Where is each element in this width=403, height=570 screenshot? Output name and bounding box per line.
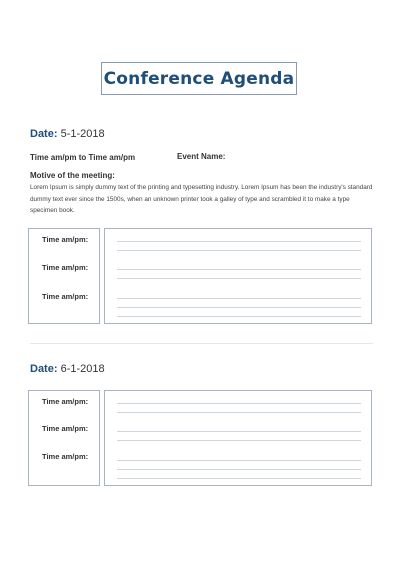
writing-line[interactable] <box>117 307 361 308</box>
writing-line[interactable] <box>117 440 361 441</box>
title-box <box>101 62 297 95</box>
date-row-2 <box>30 363 105 375</box>
writing-line[interactable] <box>117 250 361 251</box>
writing-line[interactable] <box>117 431 361 432</box>
date-value: 6-1-2018 <box>60 363 105 375</box>
time-column <box>28 390 100 486</box>
time-label: Time am/pm: <box>42 292 89 301</box>
motive-text: Lorem Ipsum is simply dummy text of the printing and typesetting industry. Lorem Ipsum has been the industry's standard dummy text ever since the 1500s, when an unknown printer took a galley of type and scrambled it to make a type specimen book. <box>30 184 373 214</box>
writing-line[interactable] <box>117 241 361 242</box>
writing-line[interactable] <box>117 478 361 479</box>
time-range: Time am/pm to Time am/pm <box>30 153 136 162</box>
date-row-1 <box>30 128 105 140</box>
time-label: Time am/pm: <box>42 424 89 433</box>
notes-column <box>104 228 372 324</box>
date-label: Date: <box>30 128 58 140</box>
writing-line[interactable] <box>117 469 361 470</box>
writing-line[interactable] <box>117 269 361 270</box>
writing-line[interactable] <box>117 412 361 413</box>
date-label: Date: <box>30 363 58 375</box>
time-column <box>28 228 100 324</box>
motive-label: Motive of the meeting: <box>30 171 115 180</box>
time-label: Time am/pm: <box>42 452 89 461</box>
event-name-label: Event Name: <box>177 152 226 161</box>
date-value: 5-1-2018 <box>60 128 105 140</box>
time-label: Time am/pm: <box>42 235 89 244</box>
writing-line[interactable] <box>117 403 361 404</box>
section-divider <box>30 343 373 344</box>
page-title: Conference Agenda <box>103 68 295 89</box>
time-label: Time am/pm: <box>42 263 89 272</box>
writing-line[interactable] <box>117 460 361 461</box>
time-label: Time am/pm: <box>42 397 89 406</box>
writing-line[interactable] <box>117 278 361 279</box>
writing-line[interactable] <box>117 316 361 317</box>
writing-line[interactable] <box>117 298 361 299</box>
notes-column <box>104 390 372 486</box>
